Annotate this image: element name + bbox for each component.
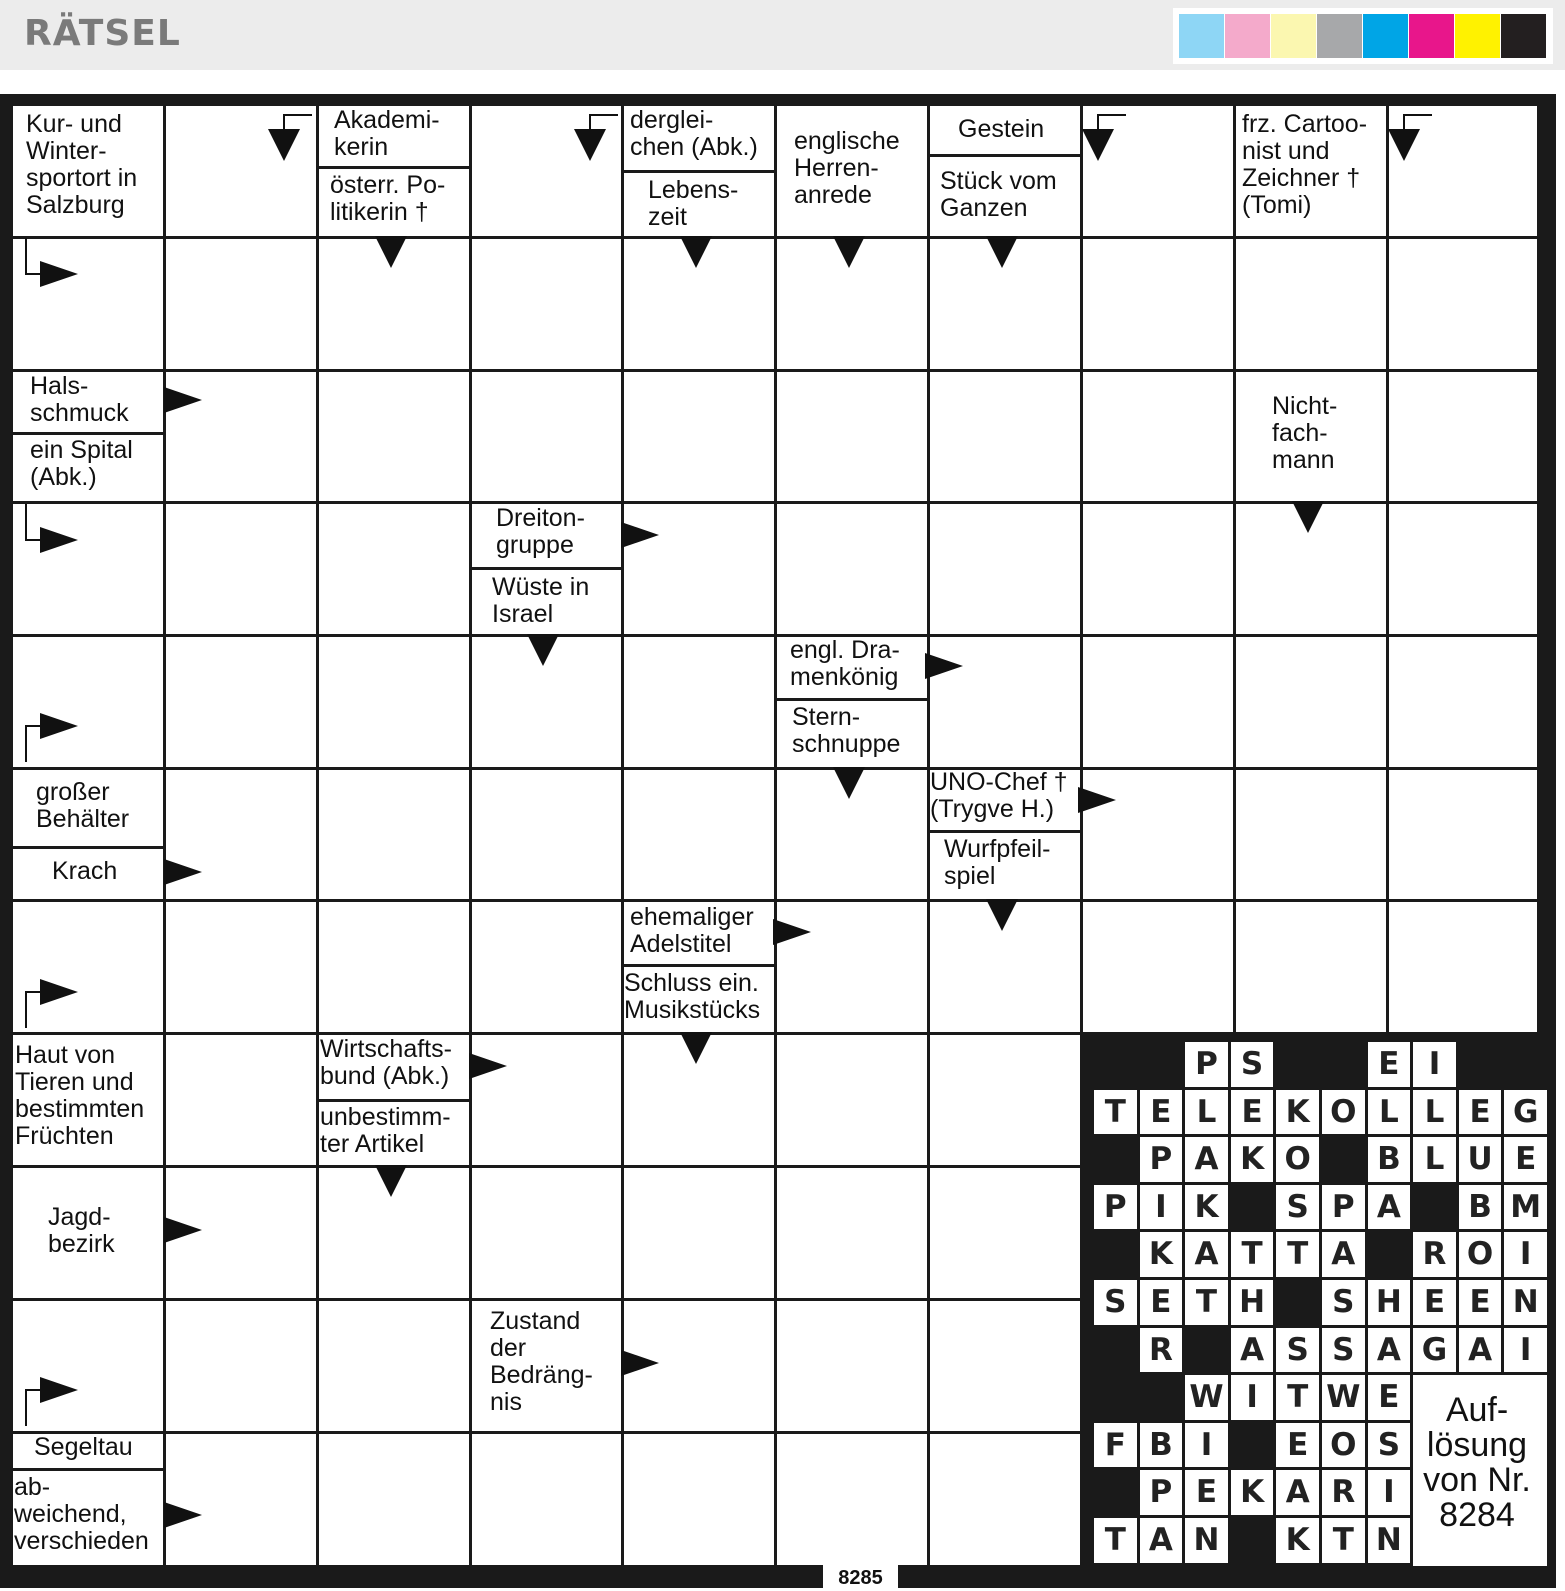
solution-letter: A — [1231, 1328, 1274, 1373]
right-arrow-icon — [1078, 787, 1116, 813]
solution-letter: A — [1140, 1518, 1183, 1563]
clue-akademikerin: Akademi- kerin — [334, 106, 440, 161]
bent-arrow-line — [1098, 115, 1126, 129]
solution-letter: I — [1504, 1328, 1547, 1373]
solution-letter: S — [1322, 1328, 1365, 1373]
solution-letter: R — [1413, 1232, 1456, 1277]
solution-letter: I — [1368, 1470, 1411, 1515]
solution-letter: N — [1185, 1518, 1228, 1563]
solution-letter: S — [1368, 1423, 1411, 1468]
solution-letter: I — [1504, 1232, 1547, 1277]
solution-letter: S — [1322, 1280, 1365, 1325]
clue-wurf: Wurfpfeil- spiel — [944, 835, 1051, 890]
solution-letter: L — [1413, 1137, 1456, 1182]
clue-schluss: Schluss ein. Musikstücks — [624, 969, 761, 1024]
solution-letter: I — [1413, 1042, 1456, 1087]
solution-letter: E — [1413, 1280, 1456, 1325]
solution-letter: L — [1185, 1090, 1228, 1135]
clue-dergleichen: derglei- chen (Abk.) — [630, 106, 758, 161]
clue-zustand: Zustand der Bedräng- nis — [490, 1307, 593, 1416]
right-arrow-icon — [40, 527, 78, 553]
solution-letter: W — [1185, 1375, 1228, 1420]
solution-letter: T — [1094, 1090, 1137, 1135]
right-arrow-icon — [621, 522, 659, 548]
down-arrow-icon — [833, 767, 865, 799]
solution-letter: B — [1459, 1185, 1502, 1230]
right-arrow-icon — [40, 979, 78, 1005]
solution-letter: T — [1185, 1280, 1228, 1325]
down-arrow-icon — [1082, 129, 1114, 161]
clue-artikel: unbestimm- ter Artikel — [320, 1103, 451, 1158]
solution-letter: H — [1368, 1280, 1411, 1325]
down-arrow-icon — [574, 129, 606, 161]
solution-letter: K — [1231, 1137, 1274, 1182]
right-arrow-icon — [773, 919, 811, 945]
solution-letter: E — [1140, 1090, 1183, 1135]
solution-letter: H — [1231, 1280, 1274, 1325]
solution-letter: S — [1276, 1328, 1319, 1373]
solution-letter: O — [1276, 1137, 1319, 1182]
solution-letter: P — [1322, 1185, 1365, 1230]
bent-arrow-line — [284, 115, 312, 129]
clue-wueste: Wüste in Israel — [492, 573, 590, 628]
solution-letter: E — [1459, 1090, 1502, 1135]
right-arrow-icon — [164, 1217, 202, 1243]
down-arrow-icon — [268, 129, 300, 161]
clue-frz: frz. Cartoo- nist und Zeichner † (Tomi) — [1242, 110, 1368, 219]
down-arrow-icon — [1292, 501, 1324, 533]
solution-letter: A — [1185, 1232, 1228, 1277]
solution-letter: O — [1322, 1090, 1365, 1135]
right-arrow-icon — [621, 1350, 659, 1376]
solution-letter: A — [1368, 1328, 1411, 1373]
solution-letter: A — [1368, 1185, 1411, 1230]
clue-uno: UNO-Chef † (Trygve H.) — [930, 768, 1068, 823]
solution-letter: T — [1322, 1518, 1365, 1563]
clue-haut: Haut von Tieren und bestimmten Früchten — [15, 1041, 145, 1150]
right-arrow-icon — [164, 387, 202, 413]
right-arrow-icon — [40, 261, 78, 287]
right-arrow-icon — [164, 1502, 202, 1528]
bent-arrow-line — [26, 992, 40, 1028]
solution-letter: R — [1322, 1470, 1365, 1515]
clue-dreiton: Dreiton- gruppe — [496, 504, 585, 559]
clue-gross: großer Behälter — [36, 778, 130, 833]
solution-letter: B — [1140, 1423, 1183, 1468]
bent-arrow-line — [26, 238, 40, 274]
solution-letter: O — [1322, 1423, 1365, 1468]
solution-letter: E — [1368, 1375, 1411, 1420]
down-arrow-icon — [680, 1032, 712, 1064]
solution-letter: P — [1140, 1470, 1183, 1515]
clue-wirtschaft: Wirtschafts- bund (Abk.) — [320, 1035, 452, 1090]
solution-letter: P — [1185, 1042, 1228, 1087]
right-arrow-icon — [925, 653, 963, 679]
clue-adel: ehemaliger Adelstitel — [630, 903, 754, 958]
solution-letter: K — [1276, 1518, 1319, 1563]
down-arrow-icon — [375, 236, 407, 268]
solution-letter: B — [1368, 1137, 1411, 1182]
solution-letter: U — [1459, 1137, 1502, 1182]
solution-letter: S — [1094, 1280, 1137, 1325]
clue-gestein: Gestein — [958, 115, 1045, 143]
right-arrow-icon — [164, 859, 202, 885]
clue-lebenszeit: Lebens- zeit — [648, 176, 739, 231]
solution-letter: E — [1231, 1090, 1274, 1135]
solution-letter: E — [1140, 1280, 1183, 1325]
clue-kur: Kur- und Winter- sportort in Salzburg — [26, 110, 138, 219]
solution-letter: S — [1231, 1042, 1274, 1087]
page-title: RÄTSEL — [24, 13, 181, 54]
solution-letter: F — [1094, 1423, 1137, 1468]
solution-letter: L — [1368, 1090, 1411, 1135]
solution-letter: K — [1140, 1232, 1183, 1277]
solution-letter: O — [1459, 1232, 1502, 1277]
solution-letter: G — [1413, 1328, 1456, 1373]
solution-letter: N — [1504, 1280, 1547, 1325]
right-arrow-icon — [40, 1377, 78, 1403]
solution-letter: S — [1276, 1185, 1319, 1230]
solution-letter: E — [1185, 1470, 1228, 1515]
clue-spital: ein Spital (Abk.) — [30, 436, 133, 491]
puzzle-number: 8285 — [823, 1565, 898, 1588]
clue-stueck: Stück vom Ganzen — [940, 167, 1057, 222]
solution-letter: E — [1368, 1042, 1411, 1087]
solution-letter: K — [1185, 1185, 1228, 1230]
solution-letter: E — [1504, 1137, 1547, 1182]
right-arrow-icon — [469, 1053, 507, 1079]
solution-letter: L — [1413, 1090, 1456, 1135]
solution-letter: I — [1231, 1375, 1274, 1420]
solution-letter: T — [1094, 1518, 1137, 1563]
solution-letter: P — [1140, 1137, 1183, 1182]
solution-letter: I — [1185, 1423, 1228, 1468]
clue-segeltau: Segeltau — [34, 1433, 133, 1461]
clue-krach: Krach — [52, 857, 118, 885]
solution-letter: W — [1322, 1375, 1365, 1420]
down-arrow-icon — [375, 1165, 407, 1197]
clue-nicht: Nicht- fach- mann — [1272, 392, 1338, 474]
down-arrow-icon — [680, 236, 712, 268]
solution-panel — [1092, 1045, 1556, 1588]
clue-abweichend: ab- weichend, verschieden — [14, 1473, 149, 1555]
bent-arrow-line — [26, 504, 40, 540]
right-arrow-icon — [40, 713, 78, 739]
clue-stern: Stern- schnuppe — [792, 703, 901, 758]
solution-letter: A — [1276, 1470, 1319, 1515]
bent-arrow-line — [1404, 115, 1432, 129]
bent-arrow-line — [590, 115, 618, 129]
solution-letter: M — [1504, 1185, 1547, 1230]
clue-hals: Hals- schmuck — [30, 372, 129, 427]
down-arrow-icon — [833, 236, 865, 268]
solution-letter: R — [1140, 1328, 1183, 1373]
clue-oesterr: österr. Po- litikerin † — [330, 171, 446, 226]
solution-letter: I — [1140, 1185, 1183, 1230]
bent-arrow-line — [26, 726, 40, 762]
solution-letter: A — [1459, 1328, 1502, 1373]
bent-arrow-line — [26, 1390, 40, 1426]
clue-engl: engl. Dra- menkönig — [790, 636, 900, 691]
solution-letter: T — [1276, 1375, 1319, 1420]
solution-letter: E — [1459, 1280, 1502, 1325]
solution-letter: G — [1504, 1090, 1547, 1135]
down-arrow-icon — [986, 236, 1018, 268]
solution-letter: K — [1276, 1090, 1319, 1135]
clue-englische: englische Herren- anrede — [794, 127, 900, 209]
solution-letter: A — [1185, 1137, 1228, 1182]
solution-letter: E — [1276, 1423, 1319, 1468]
clue-jagd: Jagd- bezirk — [48, 1203, 115, 1258]
solution-letter: N — [1368, 1518, 1411, 1563]
solution-letter: A — [1322, 1232, 1365, 1277]
solution-caption: Auf- lösung von Nr. 8284 — [1423, 1391, 1531, 1534]
solution-letter: K — [1231, 1470, 1274, 1515]
solution-letter: P — [1094, 1185, 1137, 1230]
down-arrow-icon — [1388, 129, 1420, 161]
solution-letter: T — [1231, 1232, 1274, 1277]
solution-letter: T — [1276, 1232, 1319, 1277]
down-arrow-icon — [527, 634, 559, 666]
down-arrow-icon — [986, 899, 1018, 931]
